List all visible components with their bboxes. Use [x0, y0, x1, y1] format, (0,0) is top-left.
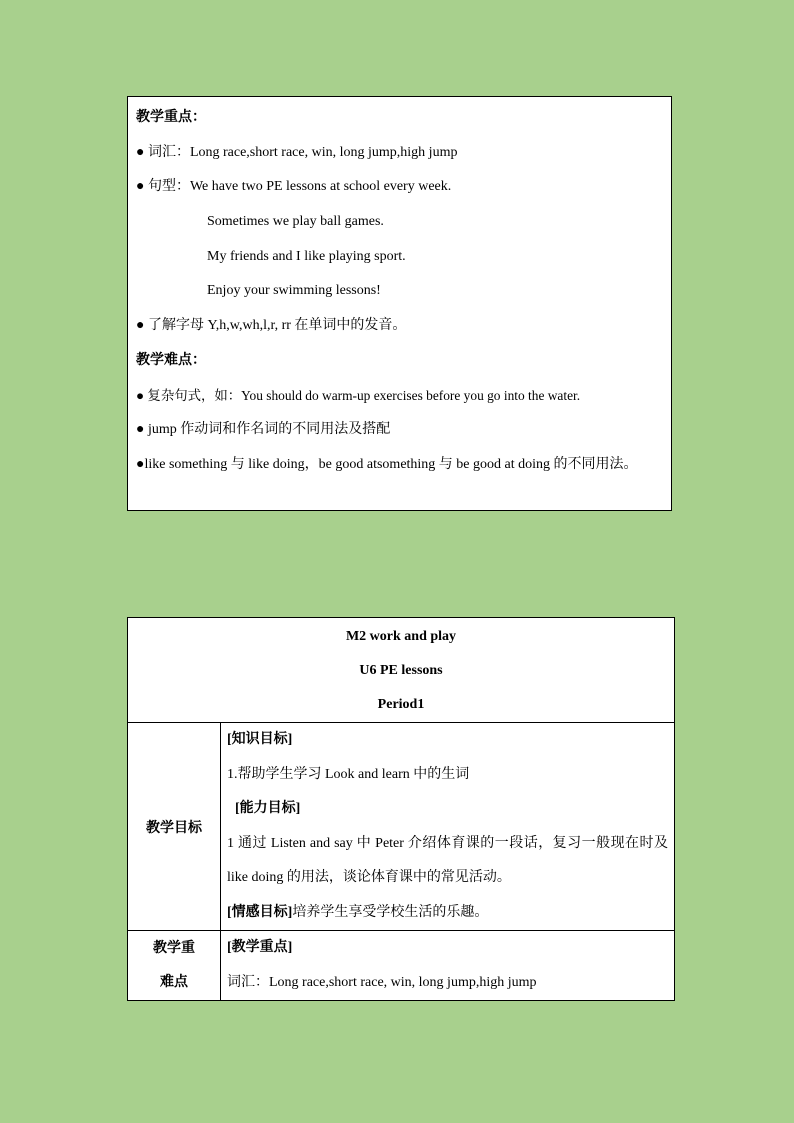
sentence-1: Sometimes we play ball games.: [207, 214, 384, 230]
ability-tag: [能力目标]: [235, 801, 301, 816]
focus-label-line-2: 难点: [160, 974, 188, 990]
focus-label-line-1: 教学重: [153, 940, 195, 956]
focus-vocab: 词汇：Long race,short race, win, long jump,high jump: [227, 974, 537, 990]
letters-line: ● 了解字母 Y,h,w,wh,l,r, rr 在单词中的发音。: [136, 318, 407, 334]
focus-tag: [教学重点]: [227, 940, 293, 955]
unit-title: U6 PE lessons: [359, 663, 443, 678]
emotion-line: [227, 896, 668, 931]
like-usage-line: ●like something 与 like doing，be good atsomething 与 be good at doing 的不同用法。: [136, 456, 638, 472]
objectives-label: 教学目标: [128, 723, 221, 931]
objectives-content: [221, 723, 675, 931]
module-title: M2 work and play: [345, 629, 457, 644]
pattern-line: ● 句型：We have two PE lessons at school every week.: [136, 179, 452, 195]
complex-sentence-line: ● 复杂句式，如：You should do warm-up exercises before you go into the water.: [136, 387, 581, 403]
focus-label: [128, 931, 221, 1001]
focus-content: [221, 931, 675, 1001]
teaching-focus-box: [127, 96, 672, 511]
period-title: Period1: [377, 697, 425, 712]
lesson-header: [128, 618, 675, 723]
vocab-line: ● 词汇：Long race,short race, win, long jump,high jump: [136, 144, 458, 160]
focus-heading: 教学重点：: [136, 110, 206, 125]
sentence-3: Enjoy your swimming lessons!: [207, 283, 381, 299]
jump-usage-line: ● jump 作动词和作名词的不同用法及搭配: [136, 422, 391, 438]
emotion-tag: [情感目标]: [227, 904, 293, 920]
ability-text: 1 通过 Listen and say 中 Peter 介绍体育课的一段话，复习一般现在时及 like doing 的用法，谈论体育课中的常见活动。: [227, 835, 669, 885]
difficulty-heading: 教学难点：: [136, 352, 206, 368]
knowledge-tag: [知识目标]: [227, 732, 293, 747]
lesson-plan-table: [127, 617, 675, 1001]
sentence-2: My friends and I like playing sport.: [207, 248, 406, 264]
knowledge-text: 1.帮助学生学习 Look and learn 中的生词: [227, 766, 470, 782]
emotion-text: 培养学生享受学校生活的乐趣。: [292, 904, 489, 920]
